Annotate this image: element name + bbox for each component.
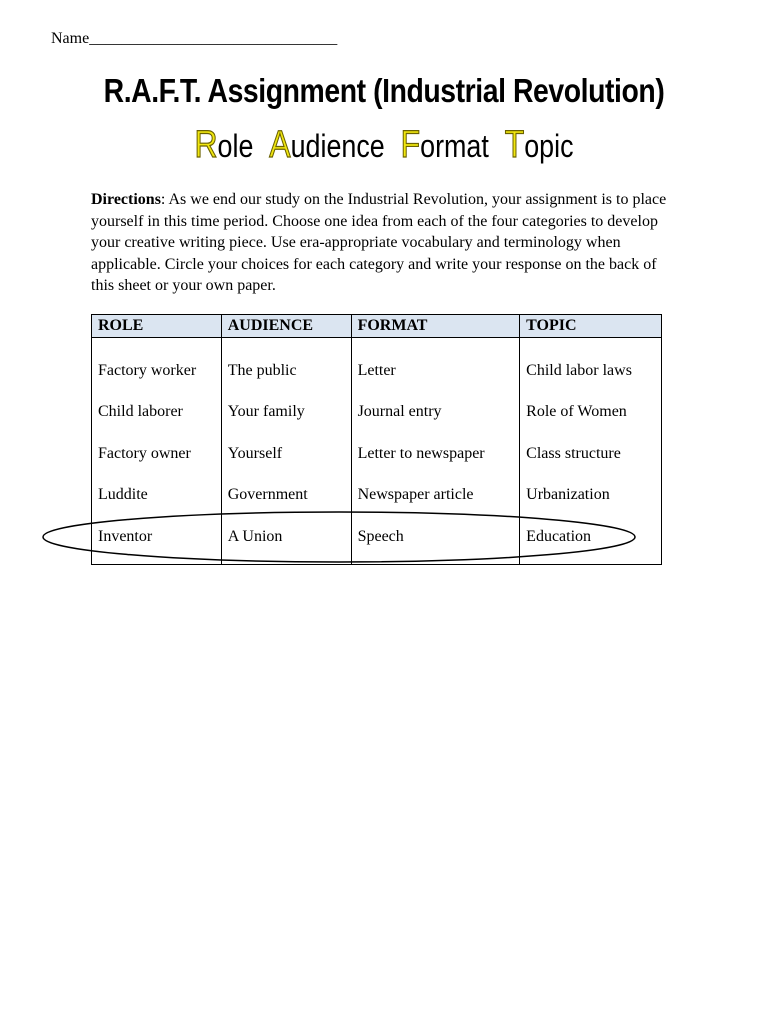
topic-cell[interactable]: Role of Women <box>520 392 662 434</box>
topic-cell[interactable]: Education <box>520 516 662 564</box>
column-header-format: FORMAT <box>351 315 520 338</box>
table-row <box>92 475 662 517</box>
role-cell[interactable]: Inventor <box>92 516 222 564</box>
subtitle-word-format <box>400 124 489 166</box>
table-row <box>92 392 662 434</box>
directions-text: : As we end our study on the Industrial Revolution, your assignment is to place yourself in this time period. Choose one idea from each of the four categories to develop your creative writing piece. Use era-appropriate vocabulary and terminology when applicable. Circle your choices for each category and write your response on the back of this sheet or your own paper. <box>91 191 667 294</box>
directions-label: Directions <box>91 191 161 208</box>
subtitle-word-rest: ormat <box>420 128 489 164</box>
table-row <box>92 433 662 475</box>
audience-cell[interactable]: A Union <box>221 516 351 564</box>
page-title: R.A.F.T. Assignment (Industrial Revolution) <box>103 72 665 109</box>
column-header-topic: TOPIC <box>520 315 662 338</box>
topic-cell[interactable]: Child labor laws <box>520 338 662 392</box>
subtitle-word-topic <box>504 124 574 166</box>
format-cell[interactable]: Journal entry <box>351 392 520 434</box>
topic-cell[interactable]: Urbanization <box>520 475 662 517</box>
name-field-label: Name_______________________________ <box>51 30 338 47</box>
raft-choices-table <box>91 314 662 565</box>
topic-cell[interactable]: Class structure <box>520 433 662 475</box>
subtitle-word-role <box>194 124 254 166</box>
subtitle-cap-letter: F <box>400 124 421 166</box>
table-header-row <box>92 315 662 338</box>
subtitle-word-rest: ole <box>217 128 254 164</box>
subtitle-word-rest: opic <box>524 128 574 164</box>
table-row <box>92 516 662 564</box>
role-cell[interactable]: Child laborer <box>92 392 222 434</box>
column-header-role: ROLE <box>92 315 222 338</box>
audience-cell[interactable]: Government <box>221 475 351 517</box>
format-cell[interactable]: Letter to newspaper <box>351 433 520 475</box>
role-cell[interactable]: Luddite <box>92 475 222 517</box>
format-cell[interactable]: Newspaper article <box>351 475 520 517</box>
raft-subtitle <box>61 124 706 167</box>
subtitle-word-rest: udience <box>290 128 385 164</box>
subtitle-word-audience <box>269 124 385 166</box>
subtitle-cap-letter: T <box>504 124 525 166</box>
table-row <box>92 338 662 392</box>
subtitle-cap-letter: A <box>269 124 291 166</box>
audience-cell[interactable]: The public <box>221 338 351 392</box>
role-cell[interactable]: Factory worker <box>92 338 222 392</box>
audience-cell[interactable]: Yourself <box>221 433 351 475</box>
format-cell[interactable]: Letter <box>351 338 520 392</box>
audience-cell[interactable]: Your family <box>221 392 351 434</box>
subtitle-cap-letter: R <box>194 124 218 166</box>
directions-paragraph <box>91 189 676 297</box>
role-cell[interactable]: Factory owner <box>92 433 222 475</box>
format-cell[interactable]: Speech <box>351 516 520 564</box>
column-header-audience: AUDIENCE <box>221 315 351 338</box>
